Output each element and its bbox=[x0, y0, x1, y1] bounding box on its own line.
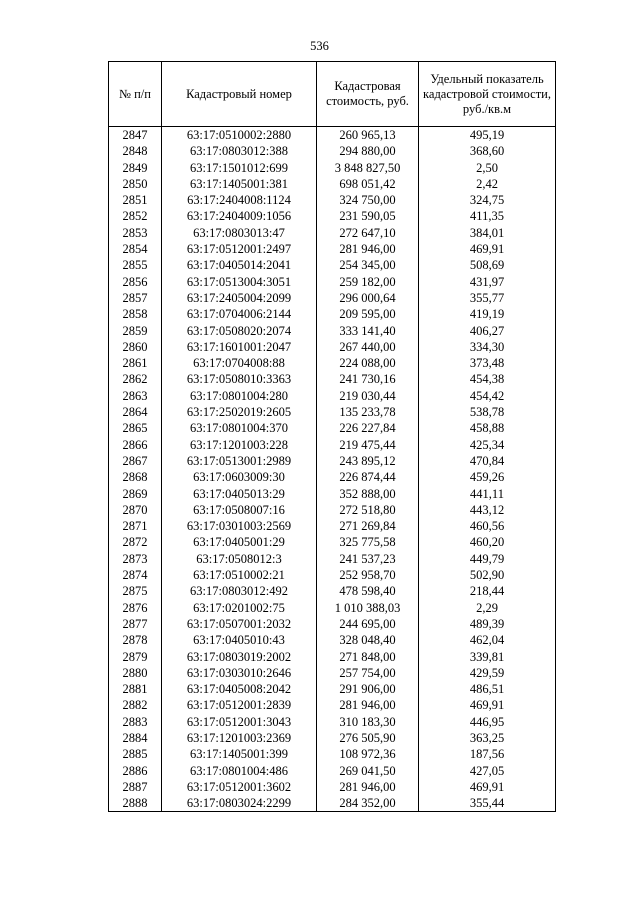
cell-num: 2855 bbox=[109, 257, 162, 273]
cell-specific-indicator: 469,91 bbox=[419, 241, 556, 257]
cell-cadastral-number: 63:17:0201002:75 bbox=[162, 600, 317, 616]
cell-cadastral-number: 63:17:0803012:388 bbox=[162, 143, 317, 159]
cell-cadastral-value: 276 505,90 bbox=[317, 730, 419, 746]
cell-cadastral-value: 281 946,00 bbox=[317, 697, 419, 713]
cell-specific-indicator: 2,42 bbox=[419, 176, 556, 192]
table-row bbox=[109, 192, 556, 208]
cell-num: 2877 bbox=[109, 616, 162, 632]
cell-cadastral-number: 63:17:0513004:3051 bbox=[162, 274, 317, 290]
cell-cadastral-value: 241 730,16 bbox=[317, 371, 419, 387]
cell-num: 2854 bbox=[109, 241, 162, 257]
cell-specific-indicator: 446,95 bbox=[419, 714, 556, 730]
header-specific-indicator: Удельный показатель кадастровой стоимости, руб./кв.м bbox=[419, 62, 556, 127]
table-row bbox=[109, 160, 556, 176]
cell-num: 2867 bbox=[109, 453, 162, 469]
cell-num: 2871 bbox=[109, 518, 162, 534]
cell-cadastral-number: 63:17:1201003:2369 bbox=[162, 730, 317, 746]
cell-cadastral-value: 226 227,84 bbox=[317, 420, 419, 436]
cell-specific-indicator: 458,88 bbox=[419, 420, 556, 436]
cell-cadastral-value: 219 030,44 bbox=[317, 388, 419, 404]
table-row bbox=[109, 420, 556, 436]
cell-cadastral-number: 63:17:0301003:2569 bbox=[162, 518, 317, 534]
cell-specific-indicator: 454,38 bbox=[419, 371, 556, 387]
cell-cadastral-value: 231 590,05 bbox=[317, 208, 419, 224]
cell-num: 2862 bbox=[109, 371, 162, 387]
cell-cadastral-number: 63:17:0510002:2880 bbox=[162, 127, 317, 144]
table-row bbox=[109, 502, 556, 518]
cell-specific-indicator: 460,56 bbox=[419, 518, 556, 534]
cell-specific-indicator: 538,78 bbox=[419, 404, 556, 420]
cell-cadastral-number: 63:17:1405001:399 bbox=[162, 746, 317, 762]
cell-specific-indicator: 406,27 bbox=[419, 323, 556, 339]
table-row bbox=[109, 583, 556, 599]
table-row bbox=[109, 632, 556, 648]
cell-cadastral-number: 63:17:0405014:2041 bbox=[162, 257, 317, 273]
cell-cadastral-value: 219 475,44 bbox=[317, 437, 419, 453]
table-row bbox=[109, 143, 556, 159]
cell-cadastral-number: 63:17:2405004:2099 bbox=[162, 290, 317, 306]
cell-cadastral-value: 259 182,00 bbox=[317, 274, 419, 290]
cell-cadastral-value: 269 041,50 bbox=[317, 763, 419, 779]
cell-specific-indicator: 334,30 bbox=[419, 339, 556, 355]
table-row bbox=[109, 600, 556, 616]
cell-cadastral-value: 224 088,00 bbox=[317, 355, 419, 371]
cell-cadastral-value: 271 269,84 bbox=[317, 518, 419, 534]
cell-num: 2872 bbox=[109, 534, 162, 550]
cell-cadastral-number: 63:17:2404009:1056 bbox=[162, 208, 317, 224]
cell-cadastral-value: 352 888,00 bbox=[317, 486, 419, 502]
cell-cadastral-number: 63:17:0512001:2839 bbox=[162, 697, 317, 713]
table-row bbox=[109, 176, 556, 192]
cell-cadastral-value: 260 965,13 bbox=[317, 127, 419, 144]
cell-cadastral-number: 63:17:0508010:3363 bbox=[162, 371, 317, 387]
table-row bbox=[109, 241, 556, 257]
cell-num: 2887 bbox=[109, 779, 162, 795]
cell-num: 2864 bbox=[109, 404, 162, 420]
cell-cadastral-value: 271 848,00 bbox=[317, 649, 419, 665]
cell-specific-indicator: 429,59 bbox=[419, 665, 556, 681]
table-row bbox=[109, 697, 556, 713]
cell-num: 2868 bbox=[109, 469, 162, 485]
cell-num: 2856 bbox=[109, 274, 162, 290]
header-cadastral-value: Кадастровая стоимость, руб. bbox=[317, 62, 419, 127]
cell-cadastral-number: 63:17:0405008:2042 bbox=[162, 681, 317, 697]
cell-num: 2853 bbox=[109, 225, 162, 241]
cell-cadastral-number: 63:17:0405001:29 bbox=[162, 534, 317, 550]
table-row bbox=[109, 649, 556, 665]
table-row bbox=[109, 274, 556, 290]
cell-cadastral-number: 63:17:0405010:43 bbox=[162, 632, 317, 648]
cell-specific-indicator: 469,91 bbox=[419, 697, 556, 713]
cell-specific-indicator: 384,01 bbox=[419, 225, 556, 241]
cell-cadastral-number: 63:17:1501012:699 bbox=[162, 160, 317, 176]
cell-num: 2878 bbox=[109, 632, 162, 648]
cell-num: 2882 bbox=[109, 697, 162, 713]
cell-specific-indicator: 431,97 bbox=[419, 274, 556, 290]
cell-num: 2865 bbox=[109, 420, 162, 436]
cell-cadastral-number: 63:17:0803019:2002 bbox=[162, 649, 317, 665]
cell-num: 2857 bbox=[109, 290, 162, 306]
cell-specific-indicator: 470,84 bbox=[419, 453, 556, 469]
table-row bbox=[109, 127, 556, 144]
cell-specific-indicator: 495,19 bbox=[419, 127, 556, 144]
cell-cadastral-number: 63:17:0405013:29 bbox=[162, 486, 317, 502]
cell-cadastral-number: 63:17:0303010:2646 bbox=[162, 665, 317, 681]
table-row bbox=[109, 208, 556, 224]
table-row bbox=[109, 404, 556, 420]
cell-specific-indicator: 363,25 bbox=[419, 730, 556, 746]
cell-specific-indicator: 411,35 bbox=[419, 208, 556, 224]
cell-specific-indicator: 2,50 bbox=[419, 160, 556, 176]
table-row bbox=[109, 730, 556, 746]
cell-num: 2881 bbox=[109, 681, 162, 697]
cell-cadastral-value: 108 972,36 bbox=[317, 746, 419, 762]
cell-cadastral-number: 63:17:2404008:1124 bbox=[162, 192, 317, 208]
cell-cadastral-value: 209 595,00 bbox=[317, 306, 419, 322]
cell-specific-indicator: 368,60 bbox=[419, 143, 556, 159]
table-row bbox=[109, 746, 556, 762]
table-row bbox=[109, 355, 556, 371]
cell-specific-indicator: 355,77 bbox=[419, 290, 556, 306]
cell-specific-indicator: 339,81 bbox=[419, 649, 556, 665]
cell-specific-indicator: 486,51 bbox=[419, 681, 556, 697]
cell-specific-indicator: 502,90 bbox=[419, 567, 556, 583]
cell-specific-indicator: 373,48 bbox=[419, 355, 556, 371]
cell-specific-indicator: 324,75 bbox=[419, 192, 556, 208]
cell-num: 2863 bbox=[109, 388, 162, 404]
cell-cadastral-number: 63:17:0603009:30 bbox=[162, 469, 317, 485]
cell-specific-indicator: 218,44 bbox=[419, 583, 556, 599]
cell-specific-indicator: 443,12 bbox=[419, 502, 556, 518]
cell-num: 2866 bbox=[109, 437, 162, 453]
cell-cadastral-number: 63:17:2502019:2605 bbox=[162, 404, 317, 420]
cell-cadastral-number: 63:17:0803024:2299 bbox=[162, 795, 317, 812]
table-row bbox=[109, 518, 556, 534]
cell-specific-indicator: 441,11 bbox=[419, 486, 556, 502]
cell-cadastral-number: 63:17:0803013:47 bbox=[162, 225, 317, 241]
cell-cadastral-value: 325 775,58 bbox=[317, 534, 419, 550]
cell-cadastral-value: 698 051,42 bbox=[317, 176, 419, 192]
cell-cadastral-value: 3 848 827,50 bbox=[317, 160, 419, 176]
cell-cadastral-value: 226 874,44 bbox=[317, 469, 419, 485]
cell-specific-indicator: 2,29 bbox=[419, 600, 556, 616]
cell-cadastral-value: 267 440,00 bbox=[317, 339, 419, 355]
cell-cadastral-number: 63:17:1201003:228 bbox=[162, 437, 317, 453]
cell-specific-indicator: 427,05 bbox=[419, 763, 556, 779]
cell-specific-indicator: 462,04 bbox=[419, 632, 556, 648]
cell-cadastral-value: 243 895,12 bbox=[317, 453, 419, 469]
cell-num: 2885 bbox=[109, 746, 162, 762]
cell-specific-indicator: 459,26 bbox=[419, 469, 556, 485]
table-row bbox=[109, 616, 556, 632]
table-row bbox=[109, 469, 556, 485]
cell-cadastral-number: 63:17:0512001:3043 bbox=[162, 714, 317, 730]
cell-num: 2861 bbox=[109, 355, 162, 371]
header-num: № п/п bbox=[109, 62, 162, 127]
cell-num: 2858 bbox=[109, 306, 162, 322]
cell-cadastral-number: 63:17:0801004:370 bbox=[162, 420, 317, 436]
cell-cadastral-value: 296 000,64 bbox=[317, 290, 419, 306]
cadastral-table bbox=[108, 61, 556, 812]
cell-specific-indicator: 454,42 bbox=[419, 388, 556, 404]
table-row bbox=[109, 665, 556, 681]
cell-num: 2849 bbox=[109, 160, 162, 176]
cell-cadastral-value: 1 010 388,03 bbox=[317, 600, 419, 616]
table-row bbox=[109, 225, 556, 241]
cell-cadastral-value: 252 958,70 bbox=[317, 567, 419, 583]
cell-num: 2860 bbox=[109, 339, 162, 355]
cell-cadastral-number: 63:17:0512001:2497 bbox=[162, 241, 317, 257]
table-row bbox=[109, 779, 556, 795]
cell-num: 2874 bbox=[109, 567, 162, 583]
cell-num: 2884 bbox=[109, 730, 162, 746]
table-row bbox=[109, 681, 556, 697]
cell-cadastral-value: 333 141,40 bbox=[317, 323, 419, 339]
cell-num: 2869 bbox=[109, 486, 162, 502]
table-row bbox=[109, 534, 556, 550]
cell-cadastral-value: 281 946,00 bbox=[317, 241, 419, 257]
table-row bbox=[109, 323, 556, 339]
cell-specific-indicator: 489,39 bbox=[419, 616, 556, 632]
cell-cadastral-number: 63:17:0508020:2074 bbox=[162, 323, 317, 339]
cell-num: 2851 bbox=[109, 192, 162, 208]
table-row bbox=[109, 388, 556, 404]
cell-cadastral-number: 63:17:0508007:16 bbox=[162, 502, 317, 518]
table-row bbox=[109, 371, 556, 387]
cell-num: 2873 bbox=[109, 551, 162, 567]
cell-cadastral-value: 294 880,00 bbox=[317, 143, 419, 159]
table-row bbox=[109, 437, 556, 453]
cell-num: 2876 bbox=[109, 600, 162, 616]
page-number: 536 bbox=[310, 39, 329, 53]
table-row bbox=[109, 290, 556, 306]
cell-cadastral-value: 284 352,00 bbox=[317, 795, 419, 812]
cell-cadastral-value: 244 695,00 bbox=[317, 616, 419, 632]
cell-cadastral-value: 241 537,23 bbox=[317, 551, 419, 567]
table-row bbox=[109, 339, 556, 355]
cell-cadastral-number: 63:17:0704008:88 bbox=[162, 355, 317, 371]
cell-num: 2852 bbox=[109, 208, 162, 224]
cell-num: 2859 bbox=[109, 323, 162, 339]
cell-cadastral-number: 63:17:0513001:2989 bbox=[162, 453, 317, 469]
cell-specific-indicator: 508,69 bbox=[419, 257, 556, 273]
cell-cadastral-number: 63:17:0704006:2144 bbox=[162, 306, 317, 322]
cell-num: 2850 bbox=[109, 176, 162, 192]
cell-cadastral-number: 63:17:0801004:280 bbox=[162, 388, 317, 404]
cell-specific-indicator: 355,44 bbox=[419, 795, 556, 812]
cell-cadastral-number: 63:17:0801004:486 bbox=[162, 763, 317, 779]
cell-num: 2888 bbox=[109, 795, 162, 812]
cell-cadastral-number: 63:17:0803012:492 bbox=[162, 583, 317, 599]
cell-cadastral-value: 324 750,00 bbox=[317, 192, 419, 208]
cell-cadastral-value: 272 647,10 bbox=[317, 225, 419, 241]
cell-num: 2880 bbox=[109, 665, 162, 681]
cell-num: 2879 bbox=[109, 649, 162, 665]
table-row bbox=[109, 567, 556, 583]
cell-cadastral-number: 63:17:0507001:2032 bbox=[162, 616, 317, 632]
cell-cadastral-number: 63:17:1601001:2047 bbox=[162, 339, 317, 355]
cell-cadastral-number: 63:17:0508012:3 bbox=[162, 551, 317, 567]
table-row bbox=[109, 453, 556, 469]
table-row bbox=[109, 486, 556, 502]
cell-num: 2886 bbox=[109, 763, 162, 779]
cell-specific-indicator: 419,19 bbox=[419, 306, 556, 322]
cell-cadastral-number: 63:17:1405001:381 bbox=[162, 176, 317, 192]
table-header-row bbox=[109, 62, 556, 127]
table-row bbox=[109, 763, 556, 779]
cell-cadastral-value: 257 754,00 bbox=[317, 665, 419, 681]
table-row bbox=[109, 714, 556, 730]
cell-cadastral-value: 328 048,40 bbox=[317, 632, 419, 648]
cell-cadastral-value: 272 518,80 bbox=[317, 502, 419, 518]
table-row bbox=[109, 257, 556, 273]
cell-cadastral-number: 63:17:0512001:3602 bbox=[162, 779, 317, 795]
cell-cadastral-number: 63:17:0510002:21 bbox=[162, 567, 317, 583]
table-row bbox=[109, 551, 556, 567]
cell-num: 2848 bbox=[109, 143, 162, 159]
cell-specific-indicator: 187,56 bbox=[419, 746, 556, 762]
cell-cadastral-value: 254 345,00 bbox=[317, 257, 419, 273]
cell-cadastral-value: 291 906,00 bbox=[317, 681, 419, 697]
table-row bbox=[109, 306, 556, 322]
cell-cadastral-value: 135 233,78 bbox=[317, 404, 419, 420]
cell-specific-indicator: 460,20 bbox=[419, 534, 556, 550]
table-row bbox=[109, 795, 556, 812]
table-body bbox=[109, 127, 556, 812]
cell-cadastral-value: 478 598,40 bbox=[317, 583, 419, 599]
cell-num: 2875 bbox=[109, 583, 162, 599]
cell-specific-indicator: 425,34 bbox=[419, 437, 556, 453]
cell-cadastral-value: 310 183,30 bbox=[317, 714, 419, 730]
cell-num: 2883 bbox=[109, 714, 162, 730]
cell-num: 2870 bbox=[109, 502, 162, 518]
header-cadastral-number: Кадастровый номер bbox=[162, 62, 317, 127]
cell-specific-indicator: 449,79 bbox=[419, 551, 556, 567]
cell-cadastral-value: 281 946,00 bbox=[317, 779, 419, 795]
cell-num: 2847 bbox=[109, 127, 162, 144]
cell-specific-indicator: 469,91 bbox=[419, 779, 556, 795]
